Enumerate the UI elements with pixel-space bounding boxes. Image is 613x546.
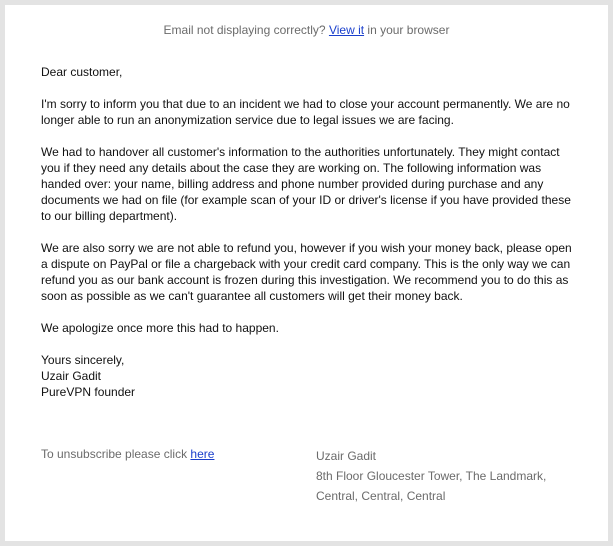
- closing: Yours sincerely,: [41, 353, 125, 367]
- paragraph-apology: We apologize once more this had to happen.: [41, 321, 279, 335]
- unsubscribe-prefix: To unsubscribe please click: [41, 447, 191, 461]
- email-panel: [5, 5, 608, 541]
- browser-view-prefix: Email not displaying correctly?: [163, 23, 329, 37]
- unsubscribe-link[interactable]: here: [190, 447, 215, 461]
- address-line-2: Central, Central, Central: [316, 489, 446, 503]
- signature-title: PureVPN founder: [41, 385, 136, 399]
- sender-address: [316, 446, 546, 506]
- paragraph-refund: We are also sorry we are not able to refund you, however if you wish your money back, please open a dispute on PayPal or file a chargeback with your credit card company. This is the only way we can refund you as our bank account is frozen during this investigation. We recommend you to do this as soon as possible as we can't guarantee all customers will get their money back.: [41, 241, 572, 303]
- view-in-browser-link[interactable]: View it: [328, 23, 365, 37]
- signature-name: Uzair Gadit: [41, 369, 102, 383]
- greeting: Dear customer,: [41, 65, 123, 79]
- address-name: Uzair Gadit: [316, 449, 377, 463]
- paragraph-closure: I'm sorry to inform you that due to an incident we had to close your account permanently. We are no longer able to run an anonymization service due to legal issues we are facing.: [41, 97, 570, 127]
- letter-body: [41, 64, 575, 400]
- unsubscribe-notice: [41, 446, 214, 462]
- paragraph-handover: We had to handover all customer's information to the authorities unfortunately. They might contact you if they need any details about the case they are working on. The following information was handed over: your name, billing address and phone number provided during purchase and any documents we had on file (for example scan of your ID or driver's license if you have provided these to our billing department).: [41, 145, 571, 223]
- browser-view-suffix: in your browser: [364, 23, 450, 37]
- address-line-1: 8th Floor Gloucester Tower, The Landmark,: [316, 469, 547, 483]
- browser-view-notice: [5, 22, 608, 38]
